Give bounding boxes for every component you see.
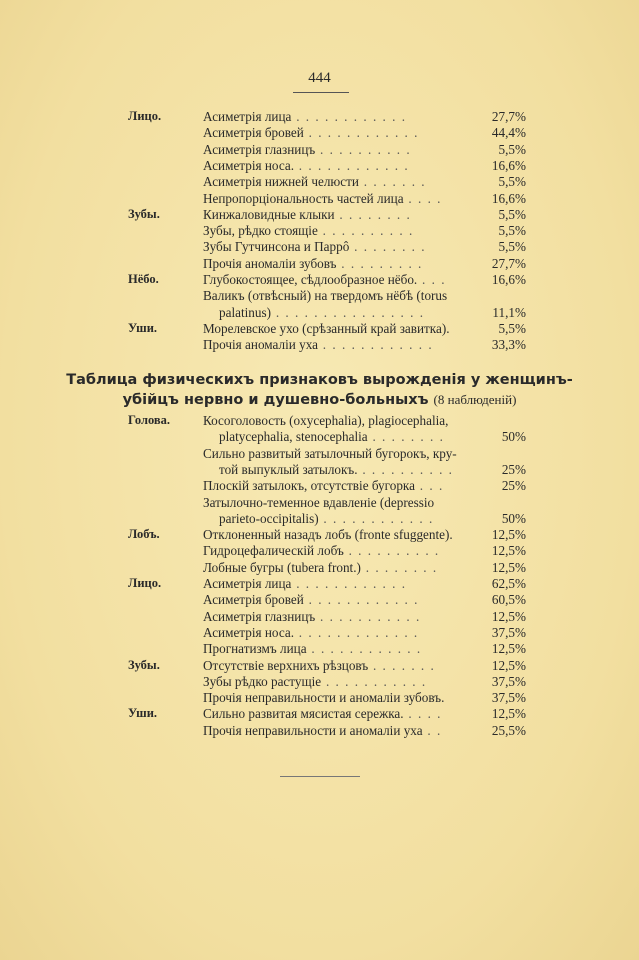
heading-line-2-text: убійцъ нервно и душевно-больныхъ <box>122 392 429 408</box>
row-leader-dots: . . . <box>417 272 447 287</box>
row-description <box>203 271 471 288</box>
row-percentage: 12,5% <box>491 641 526 657</box>
table-row <box>0 255 639 272</box>
row-description-text: Зубы рѣдко растущіе <box>203 673 322 689</box>
row-description <box>203 255 471 272</box>
heading-line-1: Таблица физическихъ признаковъ вырожденія у женщинъ- <box>66 372 573 388</box>
table-row <box>0 591 639 608</box>
row-leader-dots: . . . . . . . . . . . . <box>303 592 419 608</box>
row-description <box>203 673 471 690</box>
row-description <box>203 689 471 706</box>
table-row <box>0 412 639 429</box>
row-description <box>203 206 471 223</box>
row-percentage: 12,5% <box>491 706 526 722</box>
row-leader-dots: . . . . . . . . . . <box>357 461 454 477</box>
row-description-text: Асиметрія лица <box>203 109 292 124</box>
table-row <box>0 238 639 255</box>
row-description-text: Асиметрія нижней челюсти <box>203 174 359 190</box>
row-description-text: Косоголовость (oxycephalia), plagiocephalia, <box>203 413 449 428</box>
row-leader-dots: . . . . . . . . . . . <box>315 608 421 624</box>
row-description <box>219 304 471 321</box>
table-row <box>0 206 639 223</box>
heading-line-2 <box>0 390 639 410</box>
row-category: Лицо. <box>128 109 162 123</box>
table-row <box>0 542 639 559</box>
table-row <box>0 157 639 174</box>
row-description <box>219 510 471 527</box>
row-description-text: Асиметрія носа. <box>203 157 294 173</box>
row-leader-dots: . . . . <box>403 190 442 206</box>
row-description <box>203 445 471 462</box>
row-description-text: Зубы Гутчинсона и Паррô <box>203 239 350 255</box>
row-description-text: Асиметрія лица <box>203 576 292 591</box>
row-description-text: Зубы, рѣдко стоящіе <box>203 223 318 239</box>
row-percentage: 25,5% <box>491 722 526 738</box>
table-row <box>0 624 639 641</box>
row-leader-dots: . . . . . . . . . . . . . . . . <box>271 304 425 320</box>
page-number-rule <box>293 92 349 93</box>
row-description <box>203 722 471 739</box>
row-description <box>203 124 471 141</box>
row-leader-dots: . . . . . . . . . . . . <box>294 157 410 173</box>
row-percentage: 11,1% <box>492 304 526 320</box>
row-leader-dots: . . . . . . . . . . <box>343 543 440 559</box>
row-description-text: Асиметрія бровей <box>203 125 304 141</box>
row-description <box>203 108 471 125</box>
row-leader-dots: . . . . . . . . . <box>336 255 423 271</box>
row-description-text: Сильно развитая мясистая сережка. <box>203 706 404 722</box>
row-description-text: Прогнатизмъ лица <box>203 641 307 657</box>
row-description-text: Прочія аномаліи зубовъ <box>203 255 337 271</box>
row-category: Нёбо. <box>128 272 159 286</box>
row-description-text: Сильно развитый затылочный бугорокъ, кру- <box>203 445 457 461</box>
row-description <box>203 591 471 608</box>
row-description-text: Отсутствіе верхнихъ рѣзцовъ <box>203 657 369 673</box>
row-percentage: 37,5% <box>491 673 526 689</box>
table-row <box>0 287 639 304</box>
row-description-text: palatinus) <box>219 304 272 320</box>
row-description-text: Прочія неправильности и аномаліи зубовъ. <box>203 690 445 706</box>
table-row <box>0 141 639 158</box>
row-description <box>203 477 471 494</box>
table-heading <box>0 370 639 410</box>
row-percentage: 16,6% <box>491 272 526 287</box>
row-leader-dots: . . . . . . . . . . . . <box>291 576 407 591</box>
row-description-text: platycephalia, stenocephalia <box>219 429 368 445</box>
row-description <box>203 287 471 304</box>
row-description <box>203 141 471 158</box>
row-leader-dots: . . . . . . . . . . . . <box>291 109 407 124</box>
row-description <box>203 336 471 353</box>
row-percentage: 16,6% <box>491 190 526 206</box>
row-leader-dots: . . . . . . . <box>368 657 436 673</box>
table-row <box>0 445 639 462</box>
table-row <box>0 320 639 337</box>
table-row <box>0 428 639 445</box>
table-row <box>0 657 639 674</box>
row-percentage: 5,5% <box>498 174 526 190</box>
row-category: Уши. <box>128 320 158 335</box>
row-description <box>203 222 471 239</box>
row-percentage: 5,5% <box>498 141 526 157</box>
row-description <box>203 238 471 255</box>
row-description <box>203 705 471 722</box>
table-row <box>0 477 639 494</box>
table-row <box>0 461 639 478</box>
row-category: Лицо. <box>128 576 162 590</box>
row-description-text: Валикъ (отвѣсный) на твердомъ нёбѣ (torus <box>203 288 448 304</box>
table-row <box>0 304 639 321</box>
row-percentage: 16,6% <box>491 157 526 173</box>
row-leader-dots: . . . <box>414 478 444 494</box>
row-description <box>203 542 471 559</box>
row-description-text: Кинжаловидные клыки <box>203 206 335 222</box>
row-percentage: 5,5% <box>498 206 526 222</box>
row-leader-dots: . . . . . . . . <box>334 206 412 222</box>
row-description <box>219 428 471 445</box>
row-description <box>203 157 471 174</box>
table-row <box>0 608 639 625</box>
row-percentage: 62,5% <box>491 576 526 591</box>
row-description-text: parieto-occipitalis) <box>219 510 319 526</box>
row-description-text: Лобные бугры (tubera front.) <box>203 559 361 575</box>
row-leader-dots: . . . . . . . . <box>349 239 427 255</box>
page-number: 444 <box>308 70 331 86</box>
table-row <box>0 222 639 239</box>
row-description <box>203 526 471 543</box>
row-leader-dots: . . . . . . . . . . . . <box>306 641 422 657</box>
row-category: Лобъ. <box>128 527 160 542</box>
table-row <box>0 705 639 722</box>
row-description <box>203 190 471 207</box>
row-description-text: Асиметрія глазницъ <box>203 608 316 624</box>
row-description <box>203 320 471 337</box>
row-leader-dots: . . . . . . . . . . . . <box>318 510 434 526</box>
table-row <box>0 108 639 125</box>
table-row <box>0 173 639 190</box>
row-leader-dots: . . . . . . . . . . <box>315 141 412 157</box>
row-category: Зубы. <box>128 206 160 221</box>
row-category: Уши. <box>128 706 158 721</box>
table-row <box>0 494 639 511</box>
table-row <box>0 689 639 706</box>
row-description-text: Асиметрія глазницъ <box>203 141 316 157</box>
row-percentage: 27,7% <box>491 255 526 271</box>
row-percentage: 50% <box>501 510 526 526</box>
row-description <box>203 412 471 429</box>
table-row <box>0 722 639 739</box>
row-description-text: Плоскій затылокъ, отсутствіе бугорка <box>203 478 415 494</box>
row-percentage: 50% <box>501 429 526 445</box>
row-description <box>219 461 471 478</box>
row-description <box>203 173 471 190</box>
row-description-text: Гидроцефалическій лобъ <box>203 543 344 559</box>
row-leader-dots: . . . . . . . . . . <box>317 223 414 239</box>
row-percentage: 37,5% <box>491 690 526 706</box>
row-percentage: 60,5% <box>491 592 526 608</box>
row-description-text: Затылочно-теменное вдавленіе (depressio <box>203 494 435 510</box>
row-description <box>203 657 471 674</box>
row-description <box>203 608 471 625</box>
table-row <box>0 673 639 690</box>
row-leader-dots: . . . . . . . . . . . <box>321 673 427 689</box>
table-row <box>0 271 639 288</box>
row-percentage: 25% <box>501 478 526 494</box>
row-leader-dots: . . . . <box>403 706 442 722</box>
bottom-rule <box>280 776 360 777</box>
row-category: Зубы. <box>128 657 160 672</box>
row-description-text: Глубокостоящее, сѣдлообразное нёбо. <box>203 272 418 287</box>
row-percentage: 12,5% <box>491 527 526 543</box>
row-leader-dots: . . . . . . . . <box>367 429 445 445</box>
row-description-text: Прочія неправильности и аномаліи уха <box>203 722 423 738</box>
row-description-text: Прочія аномаліи уха <box>203 337 318 353</box>
row-percentage: 25% <box>501 461 526 477</box>
row-description-text: Асиметрія бровей <box>203 592 304 608</box>
table-row <box>0 124 639 141</box>
row-category: Голова. <box>128 413 171 427</box>
row-description-text: Непропорціональность частей лица <box>203 190 404 206</box>
heading-observations: (8 наблюденій) <box>433 392 517 407</box>
table-row <box>0 190 639 207</box>
row-description-text: Отклоненный назадъ лобъ (fronte sfuggente). <box>203 527 453 543</box>
table-row <box>0 559 639 576</box>
row-description <box>203 640 471 657</box>
table-row <box>0 640 639 657</box>
row-percentage: 12,5% <box>491 543 526 559</box>
row-leader-dots: . . . . . . . . <box>360 559 438 575</box>
table-row <box>0 510 639 527</box>
row-description-text: Морелевское ухо (срѣзанный край завитка). <box>203 320 450 336</box>
row-percentage: 12,5% <box>491 657 526 673</box>
row-description <box>203 575 471 592</box>
row-leader-dots: . . <box>422 722 442 738</box>
table-row <box>0 336 639 353</box>
table-row <box>0 575 639 592</box>
row-percentage: 44,4% <box>491 125 526 141</box>
row-description-text: той выпуклый затылокъ. <box>219 461 358 477</box>
row-percentage: 5,5% <box>498 223 526 239</box>
row-leader-dots: . . . . . . . . . . . . <box>317 337 434 353</box>
row-leader-dots: . . . . . . . <box>358 174 427 190</box>
row-percentage: 27,7% <box>491 109 526 124</box>
row-percentage: 12,5% <box>491 559 526 575</box>
row-leader-dots: . . . . . . . . . . . . <box>303 125 419 141</box>
row-description <box>203 559 471 576</box>
row-description-text: Асиметрія носа. <box>203 624 294 640</box>
row-description <box>203 494 471 511</box>
row-percentage: 5,5% <box>498 239 526 255</box>
row-percentage: 37,5% <box>491 624 526 640</box>
row-percentage: 5,5% <box>498 320 526 336</box>
table-row <box>0 526 639 543</box>
row-percentage: 33,3% <box>491 337 526 353</box>
row-description <box>203 624 471 641</box>
row-leader-dots: . . . . . . . . . . . . . <box>294 624 419 640</box>
row-percentage: 12,5% <box>491 608 526 624</box>
